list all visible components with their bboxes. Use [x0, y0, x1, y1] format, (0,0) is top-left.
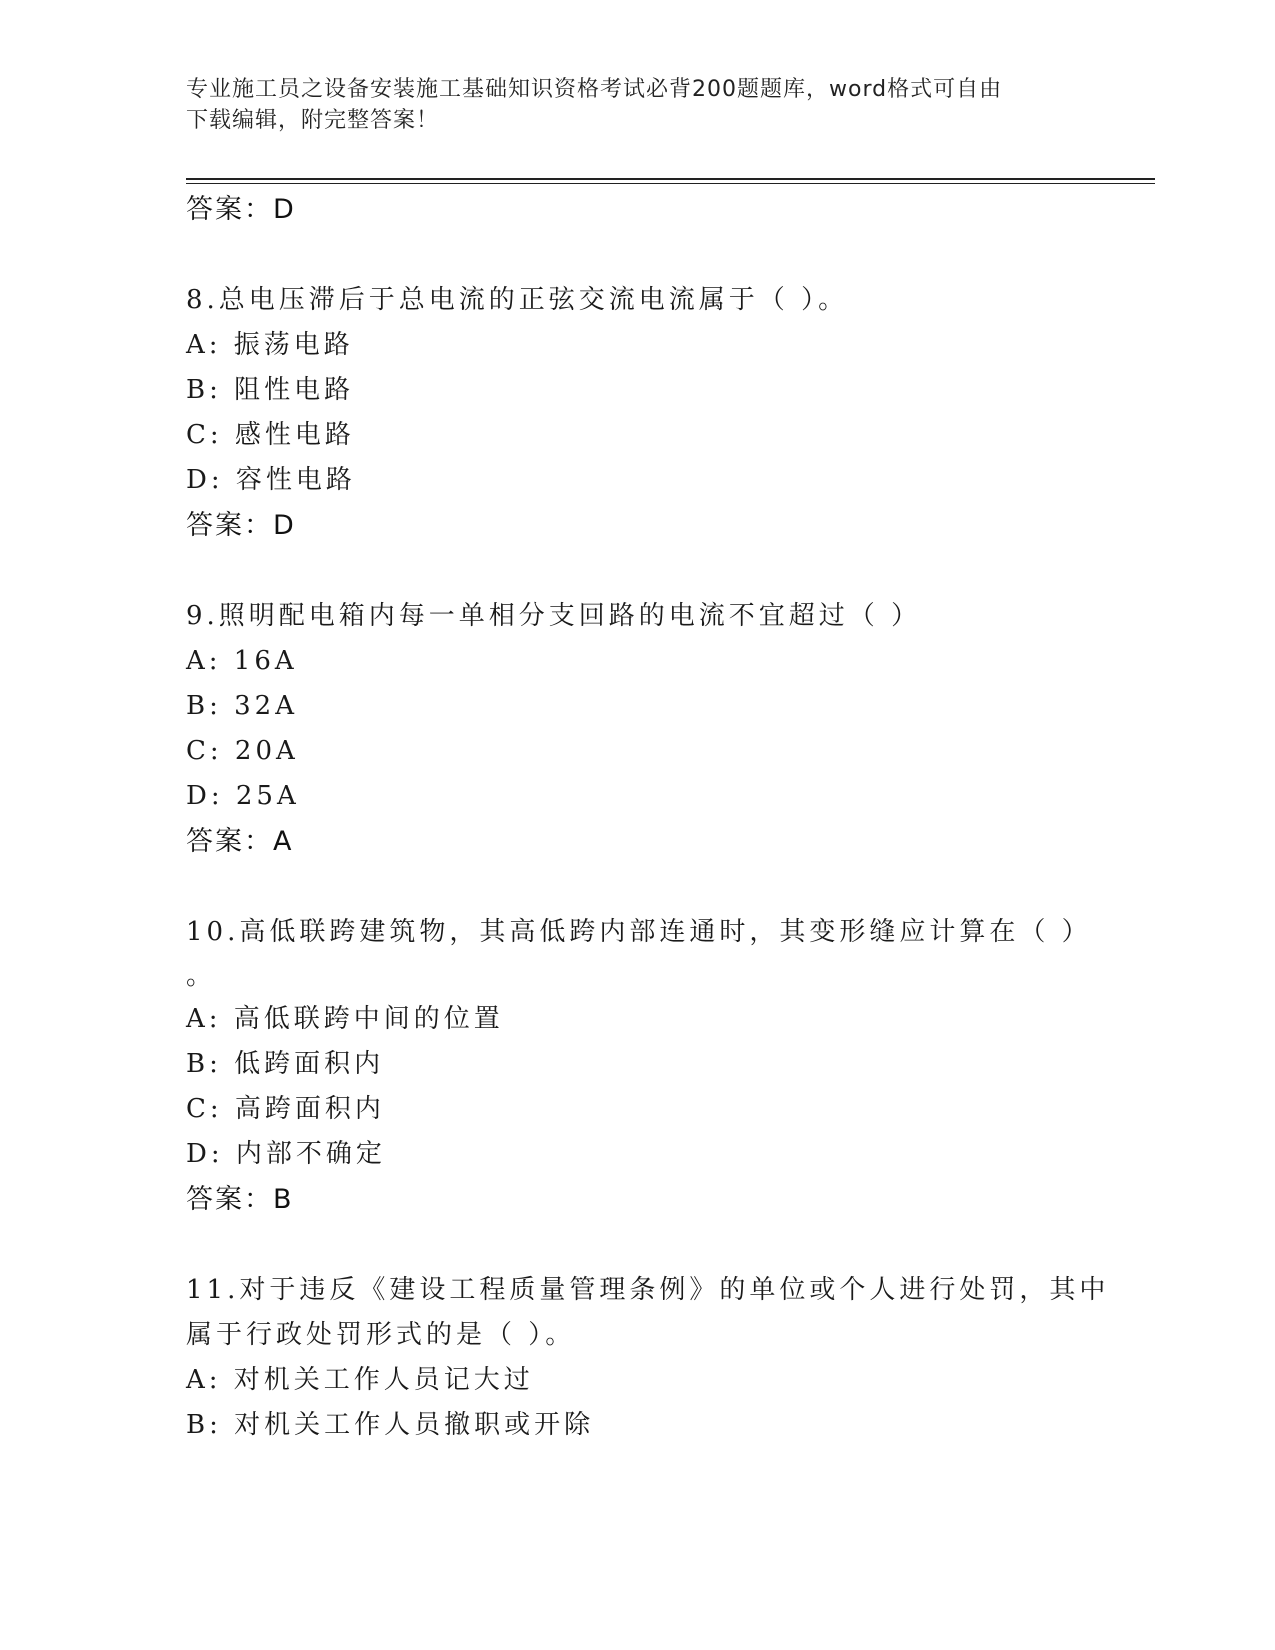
header-divider-thin	[186, 183, 1155, 184]
question-stem-continuation: 属于行政处罚形式的是（ ）。	[186, 1320, 576, 1350]
question-9	[186, 594, 1086, 864]
question-stem: 8.总电压滞后于总电流的正弦交流电流属于（ ）。	[186, 285, 849, 315]
question-stem: 10.高低联跨建筑物，其高低跨内部连通时，其变形缝应计算在（ ）	[186, 917, 1092, 947]
question-8	[186, 278, 1086, 548]
option-b: B: 阻性电路	[186, 375, 355, 405]
option-a: A: 对机关工作人员记大过	[186, 1365, 534, 1395]
option-b: B: 32A	[186, 691, 298, 721]
option-c: C: 感性电路	[186, 420, 355, 450]
option-c: C: 高跨面积内	[186, 1094, 385, 1124]
option-b: B: 低跨面积内	[186, 1049, 385, 1079]
answer: 答案：A	[186, 826, 294, 857]
option-b: B: 对机关工作人员撤职或开除	[186, 1410, 595, 1440]
option-a: A: 振荡电路	[186, 330, 354, 360]
option-a: A: 高低联跨中间的位置	[186, 1004, 504, 1034]
question-list	[186, 188, 1110, 1448]
option-d: D: 容性电路	[186, 465, 356, 495]
question-stem: 11.对于违反《建设工程质量管理条例》的单位或个人进行处罚，其中	[186, 1275, 1110, 1305]
header-line-2: 下载编辑，附完整答案！	[186, 108, 440, 133]
option-a: A: 16A	[186, 646, 298, 676]
question-stem-continuation: 。	[186, 961, 213, 991]
document-header	[186, 74, 1066, 136]
header-line-1: 专业施工员之设备安装施工基础知识资格考试必背200题题库，word格式可自由	[186, 77, 1003, 102]
option-d: D: 25A	[186, 781, 300, 811]
option-c: C: 20A	[186, 736, 299, 766]
question-stem: 9.照明配电箱内每一单相分支回路的电流不宜超过（ ）	[186, 601, 922, 631]
answer: 答案：D	[186, 510, 296, 541]
previous-answer: 答案：D	[186, 194, 296, 225]
answer: 答案：B	[186, 1184, 294, 1215]
question-10	[186, 910, 1092, 1222]
question-11	[186, 1268, 1110, 1448]
header-divider-thick	[186, 178, 1155, 180]
option-d: D: 内部不确定	[186, 1139, 386, 1169]
